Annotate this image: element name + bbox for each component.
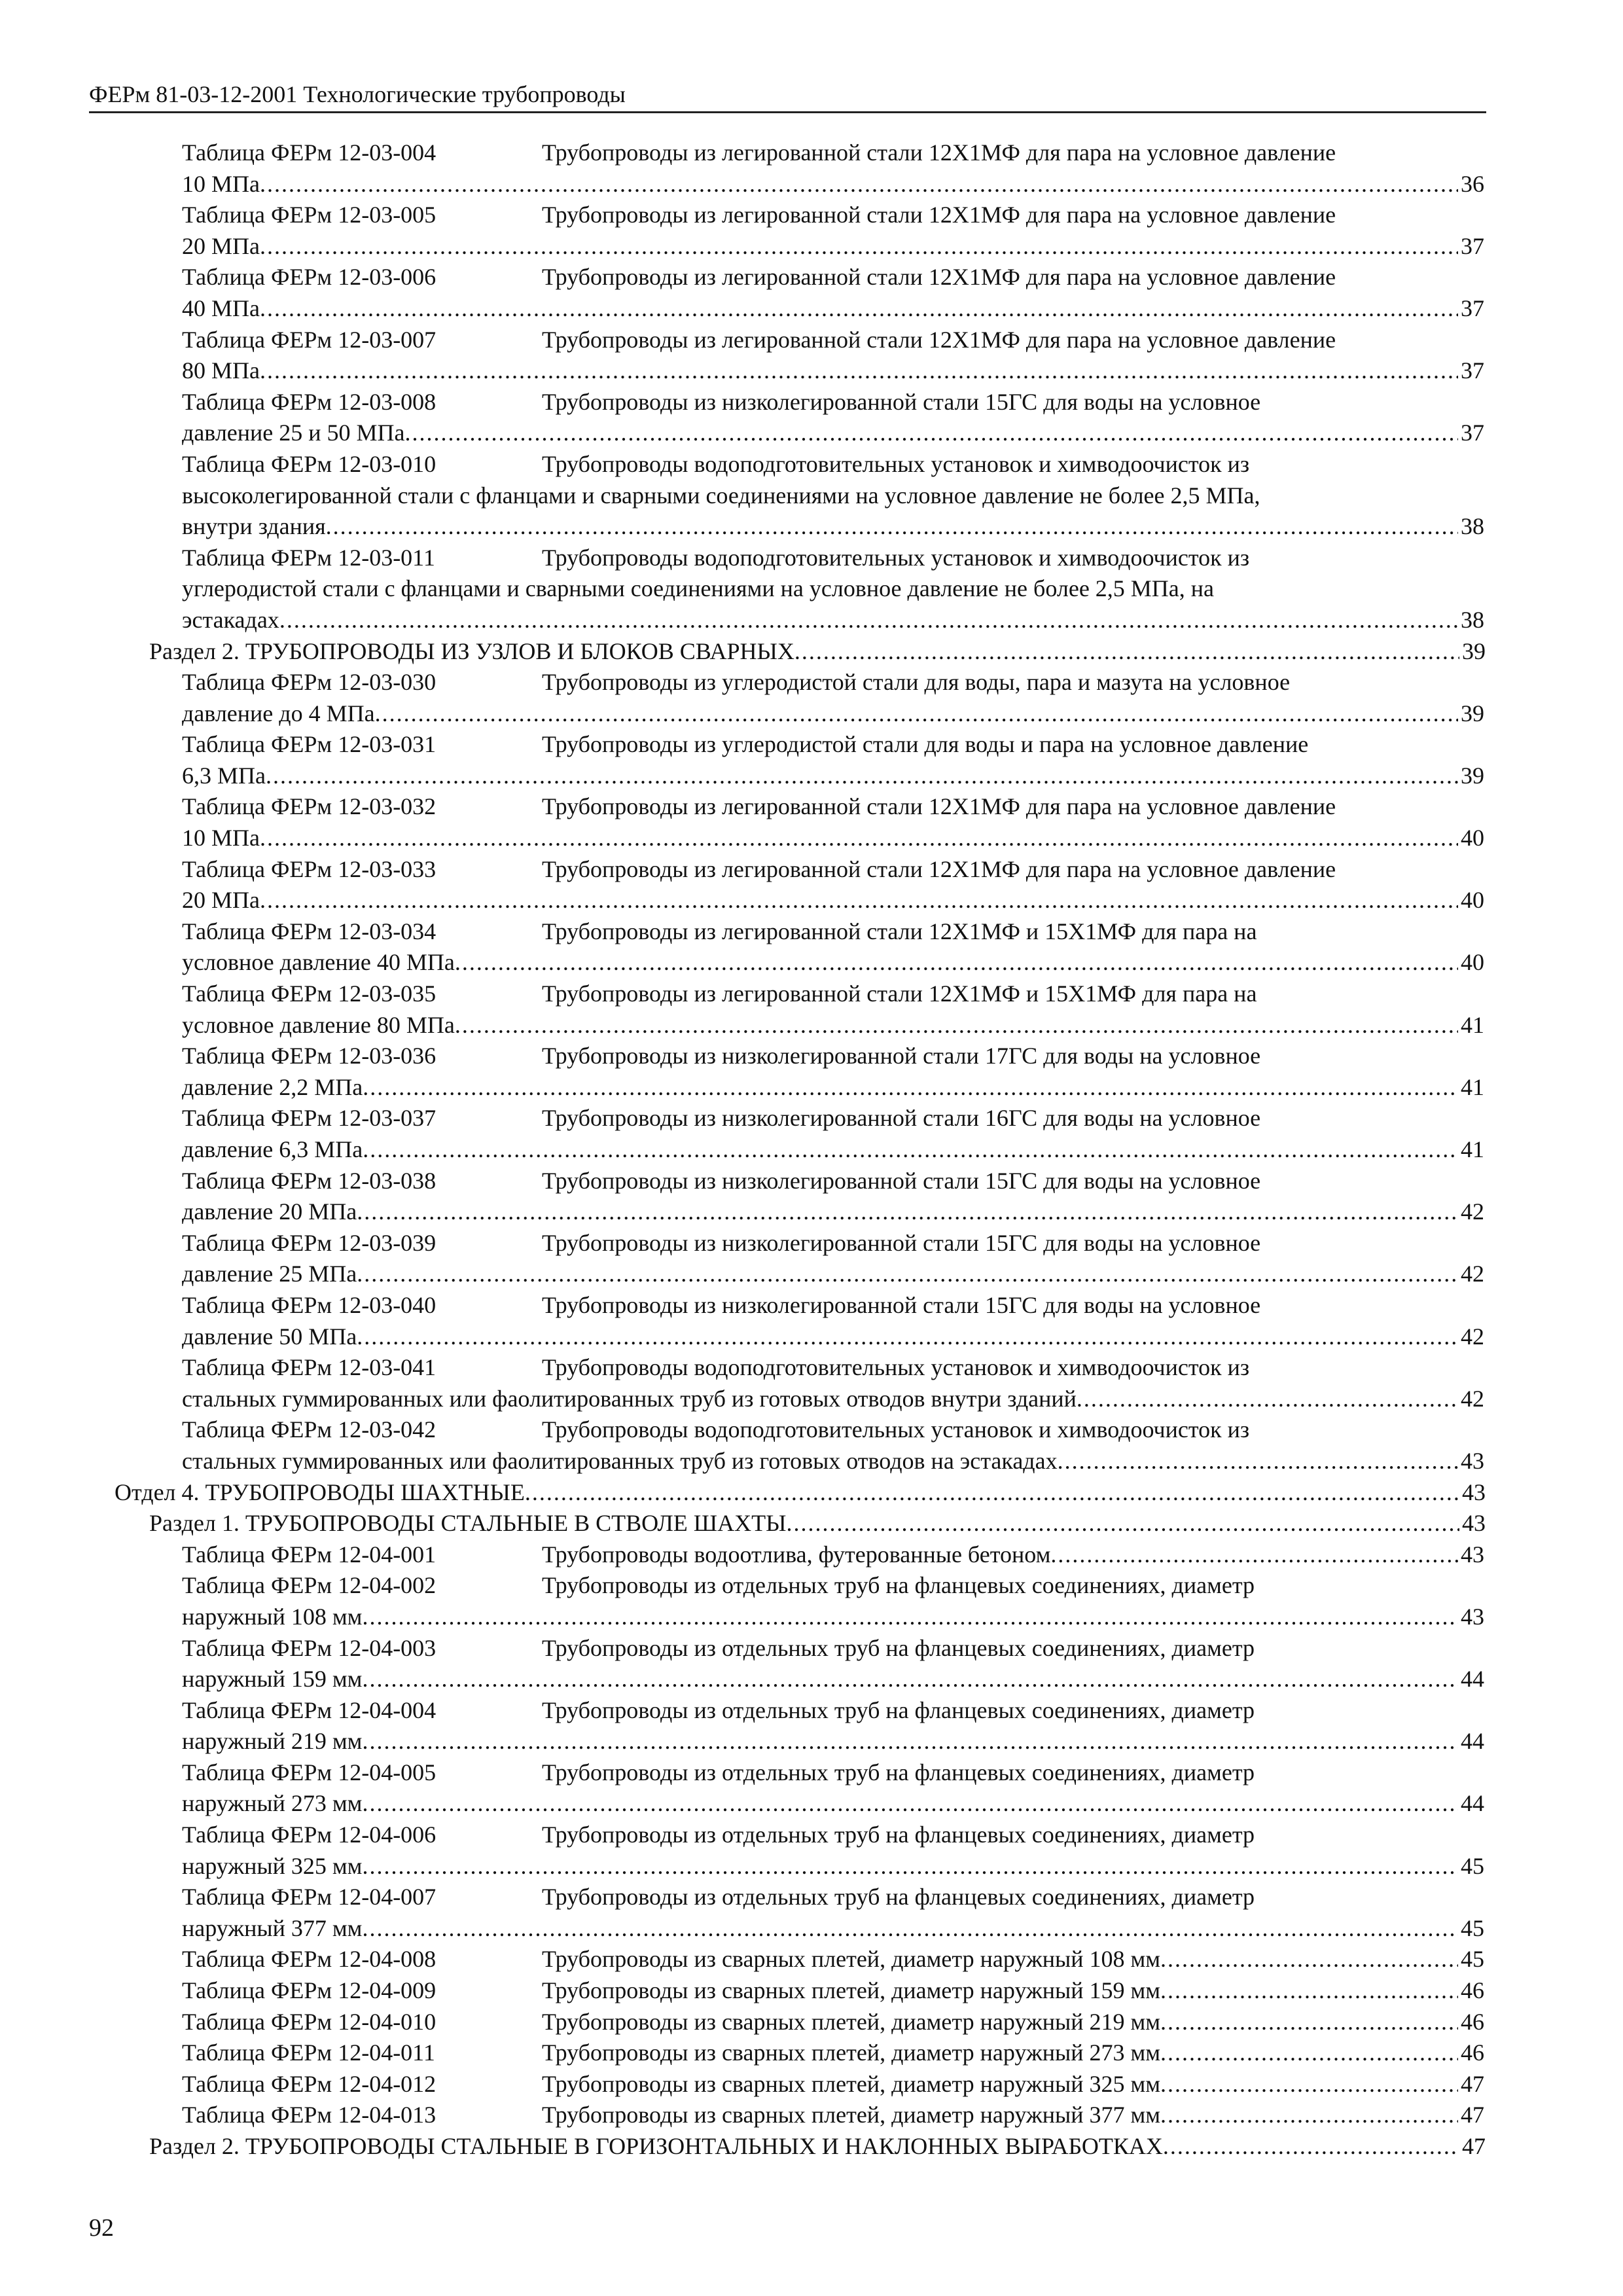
- table-code: Таблица ФЕРм 12-03-004: [182, 139, 437, 166]
- entry-title-end: Трубопроводы водоотлива, футерованные бетоном: [542, 1541, 1051, 1568]
- toc-entry[interactable]: [182, 1539, 1623, 1571]
- entry-title-start: Трубопроводы из низколегированной стали 16ГС для воды на условное: [542, 1105, 1261, 1132]
- dot-leader: [260, 231, 1458, 262]
- toc-entry[interactable]: [182, 791, 1623, 853]
- dot-leader: [375, 698, 1458, 730]
- entry-title-start: Трубопроводы из низколегированной стали 15ГС для воды на условное: [542, 388, 1261, 415]
- entry-page-number: 40: [1461, 887, 1484, 914]
- dot-leader: [1058, 1446, 1458, 1477]
- toc-entry[interactable]: [182, 1975, 1623, 2007]
- toc-entry[interactable]: [182, 262, 1623, 324]
- dot-leader: [266, 761, 1458, 792]
- entry-page-number: 43: [1462, 1479, 1486, 1505]
- toc-entry[interactable]: [182, 1882, 1623, 1944]
- entry-page-number: 37: [1461, 357, 1484, 384]
- dot-leader: [362, 1726, 1458, 1757]
- entry-title-end: Раздел 2. ТРУБОПРОВОДЫ ИЗ УЗЛОВ И БЛОКОВ СВАРНЫХ: [149, 637, 794, 664]
- toc-entry[interactable]: [182, 1290, 1623, 1352]
- entry-page-number: 39: [1461, 700, 1484, 726]
- entry-title-end: 10 МПа: [182, 170, 260, 197]
- table-code: Таблица ФЕРм 12-03-033: [182, 855, 437, 882]
- dot-leader: [405, 418, 1458, 449]
- dot-leader: [363, 1072, 1458, 1103]
- entry-page-number: 36: [1461, 170, 1484, 197]
- dot-leader: [363, 1134, 1458, 1166]
- dot-leader: [260, 823, 1458, 854]
- dot-leader: [326, 511, 1458, 543]
- dot-leader: [362, 1913, 1458, 1945]
- table-code: Таблица ФЕРм 12-04-001: [182, 1541, 437, 1568]
- toc-entry[interactable]: [182, 1944, 1623, 1975]
- entry-title-end: 20 МПа: [182, 887, 260, 914]
- entry-title-start: Трубопроводы из отдельных труб на фланцевых соединениях, диаметр: [542, 1821, 1255, 1848]
- dot-leader: [362, 1851, 1458, 1882]
- entry-title-end: 80 МПа: [182, 357, 260, 384]
- entry-title-continuation: высоколегированной стали с фланцами и сварными соединениями на условное давление не более 2,5 МПа,: [182, 482, 1260, 509]
- toc-entry[interactable]: [182, 978, 1623, 1041]
- table-code: Таблица ФЕРм 12-03-038: [182, 1167, 437, 1194]
- toc-entry[interactable]: [149, 636, 1623, 668]
- entry-title-start: Трубопроводы из отдельных труб на фланцевых соединениях, диаметр: [542, 1696, 1255, 1723]
- dot-leader: [455, 947, 1458, 978]
- entry-title-end: Раздел 2. ТРУБОПРОВОДЫ СТАЛЬНЫЕ В ГОРИЗОНТАЛЬНЫХ И НАКЛОННЫХ ВЫРАБОТКАХ: [149, 2133, 1163, 2159]
- entry-title-end: стальных гуммированных или фаолитированных труб из готовых отводов внутри зданий: [182, 1385, 1077, 1412]
- table-code: Таблица ФЕРм 12-03-011: [182, 544, 435, 571]
- entry-title-end: условное давление 80 МПа: [182, 1011, 455, 1038]
- entry-title-end: давление 25 МПа: [182, 1261, 357, 1287]
- entry-title-end: Трубопроводы из сварных плетей, диаметр наружный 108 мм: [542, 1946, 1161, 1973]
- dot-leader: [260, 169, 1458, 200]
- entry-page-number: 37: [1461, 232, 1484, 259]
- dot-leader: [794, 636, 1459, 668]
- entry-title-start: Трубопроводы из низколегированной стали 15ГС для воды на условное: [542, 1291, 1261, 1318]
- entry-title-continuation: углеродистой стали с фланцами и сварными соединениями на условное давление не более 2,5 МПа, на: [182, 575, 1215, 602]
- entry-title-start: Трубопроводы водоподготовительных установок и химводоочисток из: [542, 1354, 1250, 1381]
- entry-page-number: 43: [1462, 1510, 1486, 1537]
- entry-title-end: давление 50 МПа: [182, 1323, 357, 1350]
- toc-entry[interactable]: [182, 1041, 1623, 1103]
- table-code: Таблица ФЕРм 12-04-002: [182, 1572, 437, 1599]
- entry-title-start: Трубопроводы из углеродистой стали для воды и пара на условное давление: [542, 731, 1309, 758]
- entry-page-number: 43: [1461, 1447, 1484, 1474]
- entry-page-number: 47: [1462, 2133, 1486, 2159]
- entry-page-number: 45: [1461, 1914, 1484, 1941]
- entry-page-number: 40: [1461, 949, 1484, 976]
- entry-title-end: 40 МПа: [182, 295, 260, 321]
- toc-entry[interactable]: [182, 667, 1623, 729]
- entry-title-end: стальных гуммированных или фаолитированных труб из готовых отводов на эстакадах: [182, 1447, 1058, 1474]
- dot-leader: [357, 1196, 1458, 1228]
- entry-page-number: 42: [1461, 1198, 1484, 1225]
- entry-title-start: Трубопроводы из отдельных труб на фланцевых соединениях, диаметр: [542, 1572, 1255, 1599]
- table-code: Таблица ФЕРм 12-04-010: [182, 2008, 437, 2035]
- toc-entry[interactable]: [182, 543, 1623, 636]
- table-code: Таблица ФЕРм 12-04-011: [182, 2039, 435, 2066]
- toc-entry[interactable]: [182, 1757, 1623, 1820]
- entry-title-end: давление 6,3 МПа: [182, 1136, 363, 1162]
- dot-leader: [260, 885, 1458, 916]
- table-code: Таблица ФЕРм 12-03-031: [182, 731, 437, 758]
- table-code: Таблица ФЕРм 12-03-034: [182, 918, 437, 944]
- entry-title-end: наружный 273 мм: [182, 1790, 363, 1817]
- dot-leader: [1160, 2069, 1458, 2100]
- table-code: Таблица ФЕРм 12-03-041: [182, 1354, 437, 1381]
- entry-page-number: 43: [1461, 1603, 1484, 1630]
- dot-leader: [1077, 1384, 1458, 1415]
- table-code: Таблица ФЕРм 12-03-030: [182, 669, 437, 696]
- table-of-contents: [0, 137, 1623, 2162]
- entry-title-end: 10 МПа: [182, 825, 260, 852]
- entry-page-number: 43: [1461, 1541, 1484, 1568]
- dot-leader: [1160, 2037, 1458, 2069]
- toc-entry[interactable]: [182, 2069, 1623, 2100]
- table-code: Таблица ФЕРм 12-03-006: [182, 264, 437, 291]
- entry-page-number: 44: [1461, 1666, 1484, 1693]
- entry-title-end: эстакадах: [182, 606, 279, 633]
- entry-page-number: 45: [1461, 1946, 1484, 1973]
- entry-page-number: 42: [1461, 1261, 1484, 1287]
- toc-entry[interactable]: [182, 1633, 1623, 1695]
- entry-title-end: условное давление 40 МПа: [182, 949, 455, 976]
- entry-page-number: 37: [1461, 295, 1484, 321]
- table-code: Таблица ФЕРм 12-03-005: [182, 202, 437, 228]
- toc-entry[interactable]: [182, 137, 1623, 200]
- entry-title-end: Трубопроводы из сварных плетей, диаметр наружный 377 мм: [542, 2102, 1161, 2128]
- dot-leader: [357, 1321, 1458, 1353]
- entry-page-number: 38: [1461, 513, 1484, 540]
- toc-entry[interactable]: [182, 1414, 1623, 1477]
- entry-title-start: Трубопроводы из отдельных труб на фланцевых соединениях, диаметр: [542, 1759, 1255, 1785]
- table-code: Таблица ФЕРм 12-04-012: [182, 2070, 437, 2097]
- dot-leader: [362, 1788, 1458, 1820]
- toc-entry[interactable]: [182, 2007, 1623, 2038]
- toc-entry[interactable]: [182, 1570, 1623, 1632]
- entry-title-end: Трубопроводы из сварных плетей, диаметр наружный 325 мм: [542, 2070, 1161, 2097]
- dot-leader: [1163, 2131, 1459, 2162]
- entry-page-number: 46: [1461, 2008, 1484, 2035]
- page-number: 92: [89, 2214, 114, 2242]
- toc-entry[interactable]: [182, 729, 1623, 791]
- entry-title-end: давление 25 и 50 МПа: [182, 420, 405, 446]
- entry-page-number: 42: [1461, 1323, 1484, 1350]
- toc-entry[interactable]: [182, 1820, 1623, 1882]
- dot-leader: [357, 1259, 1458, 1290]
- entry-title-start: Трубопроводы водоподготовительных установок и химводоочисток из: [542, 450, 1250, 477]
- dot-leader: [260, 293, 1458, 325]
- header-title: ФЕРм 81-03-12-2001 Технологические трубопроводы: [89, 81, 626, 107]
- toc-entry[interactable]: [182, 916, 1623, 978]
- entry-title-end: внутри здания: [182, 513, 326, 540]
- table-code: Таблица ФЕРм 12-04-007: [182, 1884, 437, 1910]
- entry-title-end: давление до 4 МПа: [182, 700, 375, 726]
- entry-title-start: Трубопроводы водоподготовительных установок и химводоочисток из: [542, 1416, 1250, 1443]
- dot-leader: [525, 1477, 1459, 1509]
- dot-leader: [1160, 2100, 1458, 2131]
- dot-leader: [260, 355, 1458, 387]
- dot-leader: [362, 1664, 1458, 1695]
- entry-title-start: Трубопроводы из легированной стали 12Х1МФ для пара на условное давление: [542, 326, 1336, 353]
- table-code: Таблица ФЕРм 12-03-037: [182, 1105, 437, 1132]
- toc-entry[interactable]: [182, 854, 1623, 916]
- dot-leader: [1160, 1944, 1458, 1975]
- table-code: Таблица ФЕРм 12-04-003: [182, 1634, 437, 1661]
- dot-leader: [787, 1508, 1460, 1539]
- entry-title-start: Трубопроводы из низколегированной стали 17ГС для воды на условное: [542, 1043, 1261, 1069]
- table-code: Таблица ФЕРм 12-03-036: [182, 1043, 437, 1069]
- table-code: Таблица ФЕРм 12-03-007: [182, 326, 437, 353]
- entry-title-start: Трубопроводы водоподготовительных установок и химводоочисток из: [542, 544, 1250, 571]
- entry-title-end: наружный 325 мм: [182, 1852, 363, 1879]
- toc-entry[interactable]: [182, 449, 1623, 543]
- entry-page-number: 40: [1461, 825, 1484, 852]
- entry-page-number: 38: [1461, 606, 1484, 633]
- table-code: Таблица ФЕРм 12-03-040: [182, 1291, 437, 1318]
- entry-page-number: 42: [1461, 1385, 1484, 1412]
- dot-leader: [279, 605, 1458, 636]
- entry-title-end: Раздел 1. ТРУБОПРОВОДЫ СТАЛЬНЫЕ В СТВОЛЕ ШАХТЫ: [149, 1510, 787, 1537]
- dot-leader: [455, 1010, 1458, 1041]
- entry-page-number: 41: [1461, 1073, 1484, 1100]
- table-code: Таблица ФЕРм 12-03-008: [182, 388, 437, 415]
- table-code: Таблица ФЕРм 12-03-042: [182, 1416, 437, 1443]
- entry-title-start: Трубопроводы из низколегированной стали 15ГС для воды на условное: [542, 1167, 1261, 1194]
- table-code: Таблица ФЕРм 12-04-004: [182, 1696, 437, 1723]
- entry-title-end: 20 МПа: [182, 232, 260, 259]
- toc-entry[interactable]: [182, 387, 1623, 449]
- entry-title-end: Трубопроводы из сварных плетей, диаметр наружный 159 мм: [542, 1977, 1161, 2004]
- entry-title-start: Трубопроводы из легированной стали 12Х1МФ и 15Х1МФ для пара на: [542, 918, 1257, 944]
- toc-entry[interactable]: [182, 325, 1623, 387]
- toc-entry[interactable]: [149, 2131, 1623, 2162]
- toc-entry[interactable]: [182, 2100, 1623, 2131]
- running-header: [89, 77, 1486, 113]
- table-code: Таблица ФЕРм 12-04-006: [182, 1821, 437, 1848]
- entry-page-number: 39: [1461, 762, 1484, 789]
- entry-title-end: Трубопроводы из сварных плетей, диаметр наружный 219 мм: [542, 2008, 1161, 2035]
- entry-page-number: 47: [1461, 2070, 1484, 2097]
- entry-title-start: Трубопроводы из отдельных труб на фланцевых соединениях, диаметр: [542, 1884, 1255, 1910]
- table-code: Таблица ФЕРм 12-04-013: [182, 2102, 437, 2128]
- entry-title-end: давление 20 МПа: [182, 1198, 357, 1225]
- entry-page-number: 41: [1461, 1136, 1484, 1162]
- toc-entry[interactable]: [182, 1228, 1623, 1290]
- table-code: Таблица ФЕРм 12-04-009: [182, 1977, 437, 2004]
- entry-title-start: Трубопроводы из легированной стали 12Х1МФ для пара на условное давление: [542, 793, 1336, 820]
- entry-page-number: 46: [1461, 2039, 1484, 2066]
- entry-title-end: 6,3 МПа: [182, 762, 266, 789]
- toc-entry[interactable]: [182, 1352, 1623, 1414]
- toc-entry[interactable]: [149, 1508, 1623, 1539]
- entry-title-end: наружный 159 мм: [182, 1666, 363, 1693]
- entry-title-start: Трубопроводы из легированной стали 12Х1МФ для пара на условное давление: [542, 855, 1336, 882]
- table-code: Таблица ФЕРм 12-03-039: [182, 1229, 437, 1256]
- entry-title-end: наружный 108 мм: [182, 1603, 363, 1630]
- entry-title-end: давление 2,2 МПа: [182, 1073, 363, 1100]
- toc-entry[interactable]: [182, 200, 1623, 262]
- entry-title-start: Трубопроводы из легированной стали 12Х1МФ для пара на условное давление: [542, 139, 1336, 166]
- dot-leader: [1160, 2007, 1458, 2038]
- entry-page-number: 47: [1461, 2102, 1484, 2128]
- entry-page-number: 46: [1461, 1977, 1484, 2004]
- entry-page-number: 39: [1462, 637, 1486, 664]
- entry-page-number: 44: [1461, 1728, 1484, 1755]
- entry-title-end: наружный 377 мм: [182, 1914, 363, 1941]
- table-code: Таблица ФЕРм 12-04-005: [182, 1759, 437, 1785]
- entry-title-end: наружный 219 мм: [182, 1728, 363, 1755]
- toc-entry[interactable]: [182, 1695, 1623, 1757]
- entry-page-number: 45: [1461, 1852, 1484, 1879]
- table-code: Таблица ФЕРм 12-03-010: [182, 450, 437, 477]
- dot-leader: [362, 1602, 1458, 1633]
- entry-title-start: Трубопроводы из легированной стали 12Х1МФ и 15Х1МФ для пара на: [542, 980, 1257, 1007]
- table-code: Таблица ФЕРм 12-03-032: [182, 793, 437, 820]
- entry-title-start: Трубопроводы из углеродистой стали для воды, пара и мазута на условное: [542, 669, 1291, 696]
- entry-page-number: 41: [1461, 1011, 1484, 1038]
- toc-entry[interactable]: [182, 2037, 1623, 2069]
- entry-page-number: 37: [1461, 420, 1484, 446]
- toc-entry[interactable]: [182, 1166, 1623, 1228]
- table-code: Таблица ФЕРм 12-04-008: [182, 1946, 437, 1973]
- dot-leader: [1050, 1539, 1458, 1571]
- toc-entry[interactable]: [182, 1103, 1623, 1165]
- table-code: Таблица ФЕРм 12-03-035: [182, 980, 437, 1007]
- entry-title-end: Отдел 4. ТРУБОПРОВОДЫ ШАХТНЫЕ: [115, 1479, 525, 1505]
- entry-title-start: Трубопроводы из легированной стали 12Х1МФ для пара на условное давление: [542, 202, 1336, 228]
- entry-title-start: Трубопроводы из низколегированной стали 15ГС для воды на условное: [542, 1229, 1261, 1256]
- entry-title-end: Трубопроводы из сварных плетей, диаметр наружный 273 мм: [542, 2039, 1161, 2066]
- toc-entry[interactable]: [115, 1477, 1623, 1509]
- entry-title-start: Трубопроводы из отдельных труб на фланцевых соединениях, диаметр: [542, 1634, 1255, 1661]
- dot-leader: [1160, 1975, 1458, 2007]
- entry-title-start: Трубопроводы из легированной стали 12Х1МФ для пара на условное давление: [542, 264, 1336, 291]
- entry-page-number: 44: [1461, 1790, 1484, 1817]
